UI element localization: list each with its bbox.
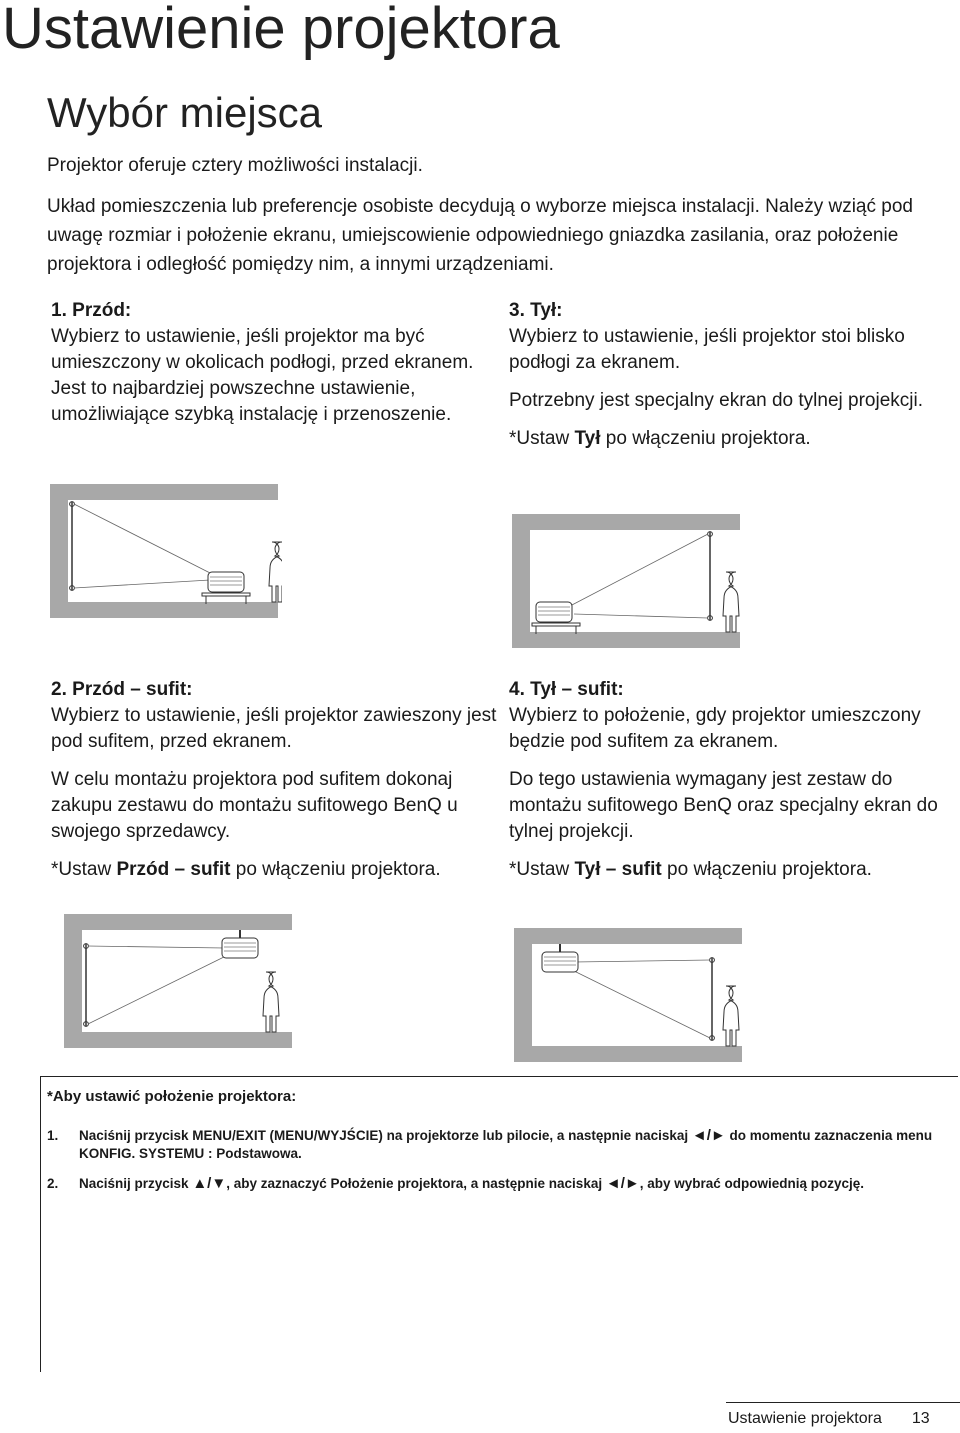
projection-beam-bottom [88,954,230,1024]
section-title: Wybór miejsca [47,89,323,136]
option-rear-ceiling-heading: 4. Tył – sufit: [509,679,624,700]
person-icon [723,572,739,632]
option-rear-requirement: Potrzebny jest specjalny ekran do tylnej projekcji. [509,390,923,411]
option-front-ceiling [51,677,501,895]
room-wall-shape [50,484,278,618]
projection-beam-bottom [574,614,708,618]
option-front-ceiling-description: Wybierz to ustawienie, jeśli projektor zawieszony jest pod sufitem, przed ekranem. [51,705,497,752]
projection-beam-top [88,946,224,948]
diagram-front-ceiling [64,914,296,1050]
option-front-description: Wybierz to ustawienie, jeśli projektor ma być umieszczony w okolicach podłogi, przed ekranem. Jest to najbardziej powszechne ustawienie, umożliwiające szybką instalację i przenoszenie. [51,326,474,425]
option-rear-ceiling-requirement: Do tego ustawienia wymagany jest zestaw do montażu sufitowego BenQ oraz specjalny ekran do tylnej projekcji. [509,769,938,842]
projection-beam-top [74,504,216,576]
option-rear-ceiling [509,677,949,895]
intro-paragraph-1: Projektor oferuje cztery możliwości instalacji. [47,155,423,176]
page-title: Ustawienie projektora [2,0,560,61]
projector-icon [542,952,578,972]
room-wall-shape [512,514,740,648]
projection-beam-bottom [74,580,210,588]
person-icon [269,542,282,602]
left-right-arrows-icon: ◄/► [605,1175,640,1192]
up-down-arrows-icon: ▲/▼ [192,1175,227,1192]
option-front-heading: 1. Przód: [51,300,132,321]
diagram-rear-floor [512,514,744,650]
diagram-rear-ceiling [514,928,746,1064]
option-front-ceiling-requirement: W celu montażu projektora pod sufitem dokonaj zakupu zestawu do montażu sufitowego BenQ u swojego sprzedawcy. [51,769,458,842]
option-rear-ceiling-setting: *Ustaw Tył – sufit po włączeniu projektora. [509,859,872,880]
option-rear-ceiling-description: Wybierz to położenie, gdy projektor umieszczony będzie pod sufitem za ekranem. [509,705,921,752]
projection-beam-top [574,960,710,962]
left-right-arrows-icon: ◄/► [691,1127,726,1144]
option-rear-heading: 3. Tył: [509,300,563,321]
projection-beam-top [570,534,708,606]
projection-beam-bottom [568,968,710,1038]
note-heading: *Aby ustawić położenie projektora: [47,1088,297,1105]
footer-divider [726,1402,960,1403]
note-step-2: 2. Naciśnij przycisk ▲/▼, aby zaznaczyć Położenie projektora, a następnie naciskaj ◄/►, aby wybrać odpowiednią pozycję. [47,1175,865,1192]
option-rear [509,298,949,464]
note-box [40,1076,958,1372]
room-wall-shape [64,914,292,1048]
option-rear-setting: *Ustaw Tył po włączeniu projektora. [509,428,811,449]
note-step-1: 1. Naciśnij przycisk MENU/EXIT (MENU/WYJŚCIE) na projektorze lub pilocie, a następnie naciskaj ◄/► do momentu zaznaczenia menu KONFIG. SYSTEMU : Podstawowa. [47,1127,933,1161]
page-footer [728,1409,930,1429]
option-front-ceiling-heading: 2. Przód – sufit: [51,679,193,700]
option-rear-description: Wybierz to ustawienie, jeśli projektor stoi blisko podłogi za ekranem. [509,326,905,373]
page-number: 13 [911,1410,930,1427]
projector-icon [536,602,572,622]
projector-icon [208,572,244,592]
person-icon [263,972,279,1032]
intro-paragraph-2: Układ pomieszczenia lub preferencje osobiste decydują o wyborze miejsca instalacji. Należy wziąć pod uwagę rozmiar i położenie ekranu, umiejscowienie odpowiedniego gniazdka zasilania, oraz położenie projektora i odległość pomiędzy nim, a innymi urządzeniami. [47,196,913,275]
diagram-front-floor [50,484,282,620]
person-icon [723,986,739,1046]
room-wall-shape [514,928,742,1062]
option-front-ceiling-setting: *Ustaw Przód – sufit po włączeniu projektora. [51,859,441,880]
option-front [51,298,491,440]
projector-icon [222,938,258,958]
footer-section-name: Ustawienie projektora [728,1410,882,1427]
